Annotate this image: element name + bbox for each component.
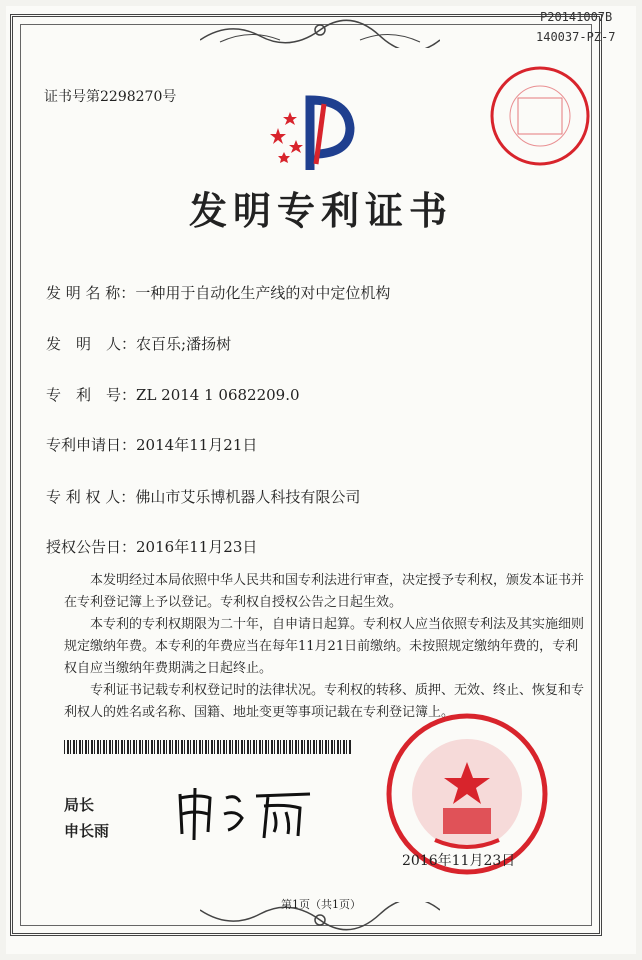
field-value: 佛山市艾乐博机器人科技有限公司 xyxy=(135,488,361,506)
director-title: 局长 xyxy=(64,796,95,814)
signed-date: 2016年11月23日 xyxy=(402,853,516,869)
field-value: 农百乐;潘扬树 xyxy=(136,335,232,353)
field-invention-name xyxy=(46,282,390,303)
field-inventors xyxy=(46,333,231,354)
barcode xyxy=(64,740,352,754)
certificate-title: 发明专利证书 xyxy=(188,188,453,233)
top-ornament xyxy=(200,18,440,48)
field-label: 专 利 权 人： xyxy=(46,488,136,506)
field-label: 发 明 名 称： xyxy=(46,284,136,302)
field-value: ZL 2014 1 0682209.0 xyxy=(136,386,300,404)
field-value: 2014年11月21日 xyxy=(136,436,258,454)
field-label: 专 利 号： xyxy=(46,386,137,404)
field-label: 授权公告日： xyxy=(46,538,137,556)
field-value: 一种用于自动化生产线的对中定位机构 xyxy=(135,284,391,302)
field-grant-date xyxy=(46,536,257,557)
paragraph-legal-status: 专利证书记载专利权登记时的法律状况。专利权的转移、质押、无效、终止、恢复和专利权人的姓名或名称、国籍、地址变更等事项记载在专利登记簿上。 xyxy=(64,683,585,720)
paragraph-grant: 本发明经过本局依照中华人民共和国专利法进行审查，决定授予专利权，颁发本证书并在专利登记簿上予以登记。专利权自授权公告之日起生效。 xyxy=(64,573,585,610)
field-application-date xyxy=(46,434,257,455)
field-patentee xyxy=(46,486,360,507)
field-patent-number xyxy=(46,384,300,405)
page-number: 第1页（共1页） xyxy=(281,898,361,911)
field-label: 专利申请日： xyxy=(46,436,137,454)
field-label: 发 明 人： xyxy=(46,335,137,353)
field-value: 2016年11月23日 xyxy=(136,538,258,556)
director-signature xyxy=(170,784,320,844)
handwritten-note-line1: P20141007B xyxy=(540,10,613,24)
certificate-number: 证书号第2298270号 xyxy=(44,89,177,105)
director-name: 申长雨 xyxy=(64,822,110,840)
handwritten-note-line2: 140037-PZ-7 xyxy=(536,30,616,44)
paragraph-term: 本专利的专利权期限为二十年，自申请日起算。专利权人应当依照专利法及其实施细则规定缴纳年费。本专利的年费应当在每年11月21日前缴纳。未按照规定缴纳年费的，专利权自应当缴纳年费期满之日起终止。 xyxy=(64,617,585,676)
sipo-logo xyxy=(258,90,368,180)
tax-seal-stamp xyxy=(488,64,592,168)
